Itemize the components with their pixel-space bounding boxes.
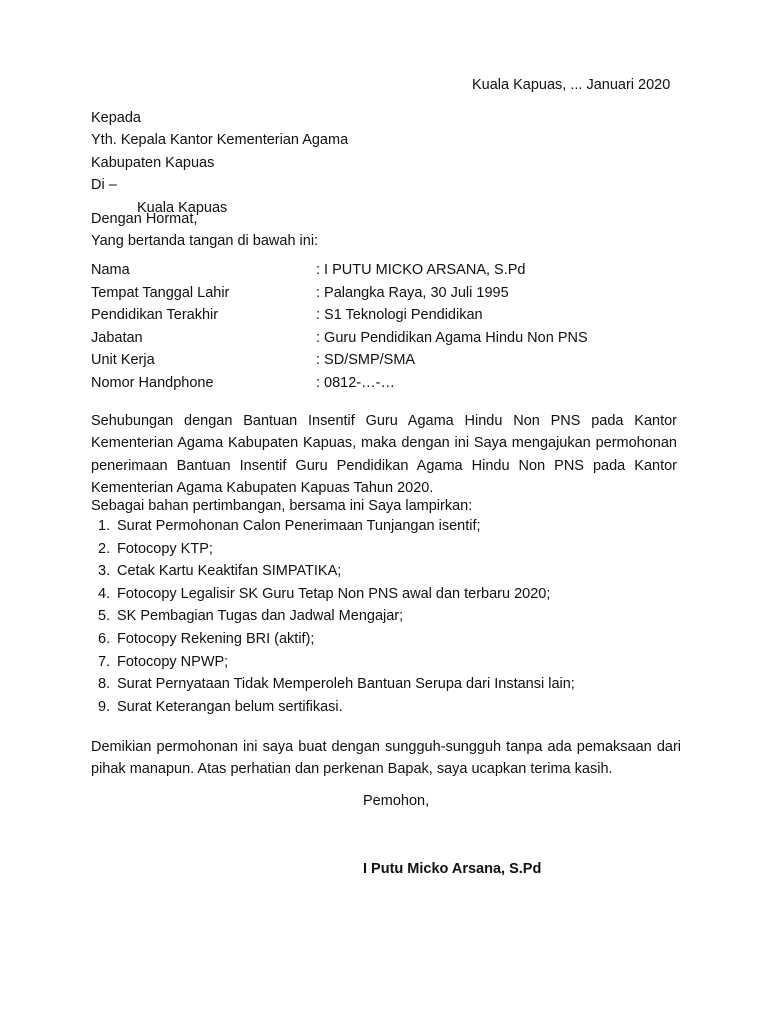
identity-row-name (91, 259, 681, 282)
list-item-text: Cetak Kartu Keaktifan SIMPATIKA; (117, 563, 342, 580)
recipient-line-kepada: Kepada (91, 110, 141, 126)
greeting-block (91, 208, 318, 253)
list-item (98, 651, 575, 674)
signature-name: I Putu Micko Arsana, S.Pd (363, 861, 542, 877)
list-item-text: Fotocopy NPWP; (117, 653, 229, 670)
identity-label: Tempat Tanggal Lahir (91, 284, 230, 301)
list-item-number: 5. (98, 608, 111, 625)
identity-row-position (91, 327, 681, 350)
list-item (98, 583, 575, 606)
closing-label: Pemohon, (363, 793, 430, 809)
list-item-text: Surat Pernyataan Tidak Memperoleh Bantuan Serupa dari Instansi lain; (117, 676, 575, 693)
list-item-text: Fotocopy Legalisir SK Guru Tetap Non PNS awal dan terbaru 2020; (117, 585, 551, 602)
identity-label: Pendidikan Terakhir (91, 307, 219, 324)
closing-paragraph: Demikian permohonan ini saya buat dengan sungguh-sungguh tanpa ada pemaksaan dari pihak manapun. Atas perhatian dan perkenan Bapak, saya ucapkan terima kasih. (91, 739, 681, 778)
identity-value: : Guru Pendidikan Agama Hindu Non PNS (316, 329, 588, 346)
attachments-intro: Sebagai bahan pertimbangan, bersama ini Saya lampirkan: (91, 498, 473, 514)
list-item-text: Surat Keterangan belum sertifikasi. (117, 698, 343, 715)
identity-table (91, 259, 681, 395)
identity-row-birth (91, 282, 681, 305)
list-item-number: 3. (98, 563, 111, 580)
list-item-number: 7. (98, 653, 111, 670)
recipient-line-regency: Kabupaten Kapuas (91, 154, 215, 171)
list-item (98, 628, 575, 651)
list-item (98, 605, 575, 628)
identity-value: : 0812-…-… (316, 374, 395, 391)
request-paragraph: Sehubungan dengan Bantuan Insentif Guru Agama Hindu Non PNS pada Kantor Kementerian Agama Kabupaten Kapuas, maka dengan ini Saya mengajukan permohonan penerimaan Bantuan Insentif Guru Pendidikan Agama Hindu Non PNS pada Kantor Kementerian Agama Kabupaten Kapuas Tahun 2020. (91, 413, 677, 497)
list-item (98, 515, 575, 538)
recipient-line-title: Yth. Kepala Kantor Kementerian Agama (91, 132, 349, 149)
recipient-line-di: Di – (91, 177, 117, 194)
list-item (98, 538, 575, 561)
list-item-number: 9. (98, 698, 111, 715)
identity-label: Jabatan (91, 329, 143, 346)
list-item-number: 2. (98, 540, 111, 557)
identity-value: : I PUTU MICKO ARSANA, S.Pd (316, 262, 526, 278)
intro-line: Yang bertanda tangan di bawah ini: (91, 233, 319, 250)
identity-value: : Palangka Raya, 30 Juli 1995 (316, 284, 509, 301)
list-item (98, 560, 575, 583)
recipient-line-city: Kuala Kapuas (137, 199, 228, 216)
list-item (98, 673, 575, 696)
recipient-block (91, 107, 348, 219)
identity-row-unit (91, 349, 681, 372)
list-item (98, 696, 575, 719)
list-item-number: 8. (98, 676, 111, 693)
list-item-number: 1. (98, 518, 111, 534)
attachments-list (98, 515, 575, 718)
identity-value: : S1 Teknologi Pendidikan (316, 307, 483, 324)
identity-label: Nama (91, 262, 130, 278)
list-item-text: Fotocopy Rekening BRI (aktif); (117, 630, 315, 647)
list-item-number: 4. (98, 585, 111, 602)
identity-label: Nomor Handphone (91, 374, 214, 391)
identity-label: Unit Kerja (91, 352, 155, 369)
salutation: Dengan Hormat, (91, 211, 198, 227)
identity-row-phone (91, 372, 681, 395)
identity-row-education (91, 304, 681, 327)
list-item-text: Surat Permohonan Calon Penerimaan Tunjangan isentif; (117, 518, 481, 534)
list-item-number: 6. (98, 630, 111, 647)
identity-value: : SD/SMP/SMA (316, 352, 416, 369)
list-item-text: SK Pembagian Tugas dan Jadwal Mengajar; (117, 608, 404, 625)
letter-date: Kuala Kapuas, ... Januari 2020 (472, 77, 671, 93)
list-item-text: Fotocopy KTP; (117, 540, 213, 557)
